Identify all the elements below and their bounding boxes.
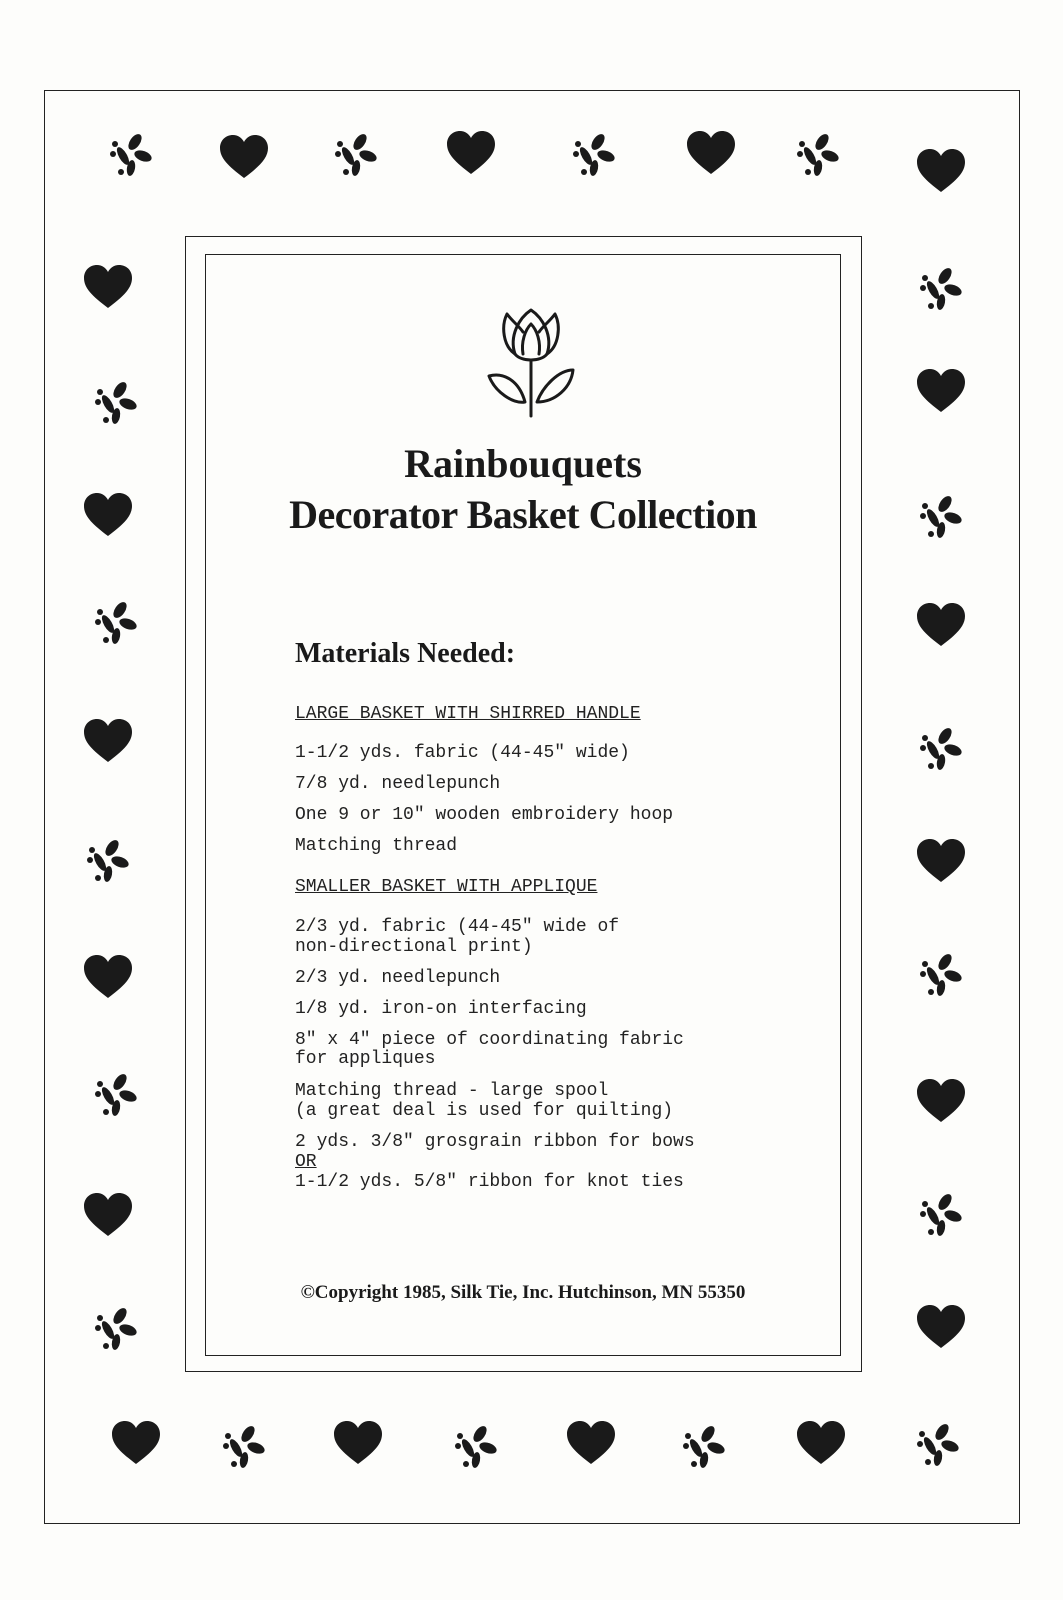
floral-sprig-icon	[450, 1420, 502, 1472]
floral-sprig-icon	[90, 596, 142, 648]
list-item-or: OR	[295, 1152, 317, 1172]
list-item: 1/8 yd. iron-on interfacing	[295, 999, 587, 1019]
heart-icon	[82, 952, 134, 1004]
title-line-2: Decorator Basket Collection	[289, 492, 757, 537]
list-item: for appliques	[295, 1049, 436, 1069]
floral-sprig-icon	[915, 1188, 967, 1240]
title-line-1: Rainbouquets	[404, 441, 642, 486]
floral-sprig-icon	[330, 128, 382, 180]
heart-icon	[915, 1302, 967, 1354]
heart-icon	[82, 1190, 134, 1242]
floral-sprig-icon	[915, 490, 967, 542]
floral-sprig-icon	[915, 722, 967, 774]
list-item: 2/3 yd. fabric (44-45" wide of	[295, 917, 620, 937]
list-item: Matching thread - large spool	[295, 1081, 609, 1101]
heart-icon	[915, 600, 967, 652]
large-basket-heading: LARGE BASKET WITH SHIRRED HANDLE	[295, 704, 641, 724]
heart-icon	[445, 128, 497, 180]
list-item: 2/3 yd. needlepunch	[295, 968, 501, 988]
heart-icon	[795, 1418, 847, 1470]
list-item: non-directional print)	[295, 937, 533, 957]
floral-sprig-icon	[678, 1420, 730, 1472]
floral-sprig-icon	[915, 948, 967, 1000]
floral-sprig-icon	[105, 128, 157, 180]
list-item: 1-1/2 yds. fabric (44-45" wide)	[295, 743, 630, 763]
copyright-footer: ©Copyright 1985, Silk Tie, Inc. Hutchinson, MN 55350	[300, 1282, 746, 1303]
floral-sprig-icon	[218, 1420, 270, 1472]
floral-sprig-icon	[912, 1418, 964, 1470]
heart-icon	[218, 132, 270, 184]
tulip-icon	[485, 306, 577, 418]
heart-icon	[915, 1076, 967, 1128]
list-item: 7/8 yd. needlepunch	[295, 774, 501, 794]
materials-heading: Materials Needed:	[295, 638, 516, 669]
floral-sprig-icon	[82, 834, 134, 886]
heart-icon	[82, 490, 134, 542]
list-item: 8" x 4" piece of coordinating fabric	[295, 1030, 684, 1050]
heart-icon	[915, 836, 967, 888]
list-item: Matching thread	[295, 836, 458, 856]
floral-sprig-icon	[568, 128, 620, 180]
heart-icon	[82, 262, 134, 314]
list-item: 1-1/2 yds. 5/8" ribbon for knot ties	[295, 1172, 684, 1192]
floral-sprig-icon	[915, 262, 967, 314]
small-basket-heading: SMALLER BASKET WITH APPLIQUE	[295, 877, 598, 897]
heart-icon	[82, 716, 134, 768]
heart-icon	[685, 128, 737, 180]
floral-sprig-icon	[90, 376, 142, 428]
floral-sprig-icon	[90, 1302, 142, 1354]
heart-icon	[565, 1418, 617, 1470]
floral-sprig-icon	[792, 128, 844, 180]
heart-icon	[110, 1418, 162, 1470]
list-item: 2 yds. 3/8" grosgrain ribbon for bows	[295, 1132, 695, 1152]
list-item: (a great deal is used for quilting)	[295, 1101, 674, 1121]
heart-icon	[332, 1418, 384, 1470]
heart-icon	[915, 146, 967, 198]
heart-icon	[915, 366, 967, 418]
list-item: One 9 or 10" wooden embroidery hoop	[295, 805, 674, 825]
floral-sprig-icon	[90, 1068, 142, 1120]
